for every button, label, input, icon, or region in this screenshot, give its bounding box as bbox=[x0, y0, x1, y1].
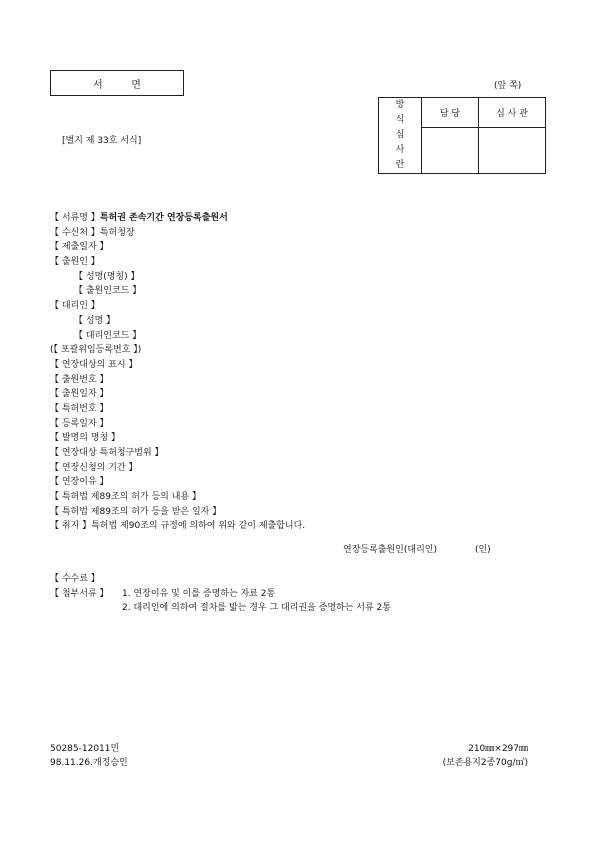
review-col-officer: 담 당 bbox=[422, 98, 479, 128]
review-col-examiner: 심 사 관 bbox=[479, 98, 546, 128]
review-side-char: 방 bbox=[395, 100, 405, 110]
agent-name-row: 【 성명 】 bbox=[74, 315, 116, 326]
extension-subject-row: 【 연장대상의 표시 】 bbox=[50, 359, 138, 370]
attachment-item: 2. 대리인에 의하여 절차를 밟는 경우 그 대리권을 증명하는 서류 2통 bbox=[122, 603, 391, 613]
doc-name-row bbox=[50, 211, 305, 226]
fee-section bbox=[50, 572, 109, 601]
signer-label: 연장등록출원인(대리인) bbox=[343, 545, 437, 555]
page-side-label: (앞 쪽) bbox=[494, 81, 522, 91]
footer-left bbox=[50, 742, 128, 770]
review-officer-cell bbox=[422, 127, 479, 173]
document-title: 서 면 bbox=[93, 79, 141, 91]
applicant-code-row: 【 출원인코드 】 bbox=[74, 286, 142, 297]
purpose-row: 【 취지 】특허법 제90조의 규정에 의하여 위와 같이 제출합니다. bbox=[50, 521, 306, 532]
submit-date-row: 【 제출일자 】 bbox=[50, 242, 109, 253]
seal-mark: (인) bbox=[474, 545, 491, 555]
signature-line bbox=[343, 542, 491, 555]
review-side-char: 식 bbox=[395, 115, 405, 125]
extension-reason-row: 【 연장이유 】 bbox=[50, 477, 109, 488]
form-fields bbox=[50, 211, 305, 534]
application-number-row: 【 출원번호 】 bbox=[50, 374, 109, 385]
fee-row: 【 수수료 】 bbox=[50, 574, 100, 584]
applicant-row: 【 출원인 】 bbox=[50, 257, 100, 268]
form-number: [별지 제 33호 서식] bbox=[62, 136, 142, 146]
attachment-item: 1. 연장이유 및 이를 증명하는 자료 2통 bbox=[122, 589, 276, 599]
invention-title-row: 【 발명의 명칭 】 bbox=[50, 433, 121, 444]
paper-size: 210㎜×297㎜ bbox=[468, 744, 528, 754]
review-side-char: 사 bbox=[395, 145, 405, 155]
review-examiner-cell bbox=[479, 127, 546, 173]
registration-date-row: 【 등록일자 】 bbox=[50, 418, 109, 429]
blanket-power-row: (【 포괄위임등록번호 】) bbox=[50, 345, 142, 356]
paper-type: (보존용지2종70g/㎡) bbox=[442, 758, 528, 768]
approval-date: 98.11.26.개정승인 bbox=[50, 758, 128, 768]
form-code: 50285-12011민 bbox=[50, 744, 120, 754]
attachments-row: 【 첨부서류 】 bbox=[50, 588, 109, 599]
permit-content-row: 【 특허법 제89조의 허가 등의 내용 】 bbox=[50, 492, 201, 503]
permit-date-row: 【 특허법 제89조의 허가 등을 받은 일자 】 bbox=[50, 506, 222, 517]
review-table bbox=[378, 97, 546, 174]
document-title-box bbox=[50, 70, 184, 96]
requested-period-row: 【 연장신청의 기간 】 bbox=[50, 462, 138, 473]
agent-code-row: 【 대리인코드 】 bbox=[74, 330, 142, 341]
review-side-char: 란 bbox=[395, 160, 405, 170]
agent-row: 【 대리인 】 bbox=[50, 301, 100, 312]
doc-name-label: 【 서류명 】 bbox=[50, 213, 100, 223]
application-date-row: 【 출원일자 】 bbox=[50, 389, 109, 400]
patent-number-row: 【 특허번호 】 bbox=[50, 403, 109, 414]
review-side-label bbox=[379, 98, 422, 174]
applicant-name-row: 【 성명(명칭) 】 bbox=[74, 271, 140, 282]
claims-subject-row: 【 연장대상 특허청구범위 】 bbox=[50, 448, 164, 458]
review-side-char: 심 bbox=[395, 130, 405, 140]
doc-name-value: 특허권 존속기간 연장등록출원서 bbox=[99, 213, 228, 223]
recipient-row: 【 수신처 】특허청장 bbox=[50, 227, 135, 238]
footer-right bbox=[420, 742, 528, 770]
